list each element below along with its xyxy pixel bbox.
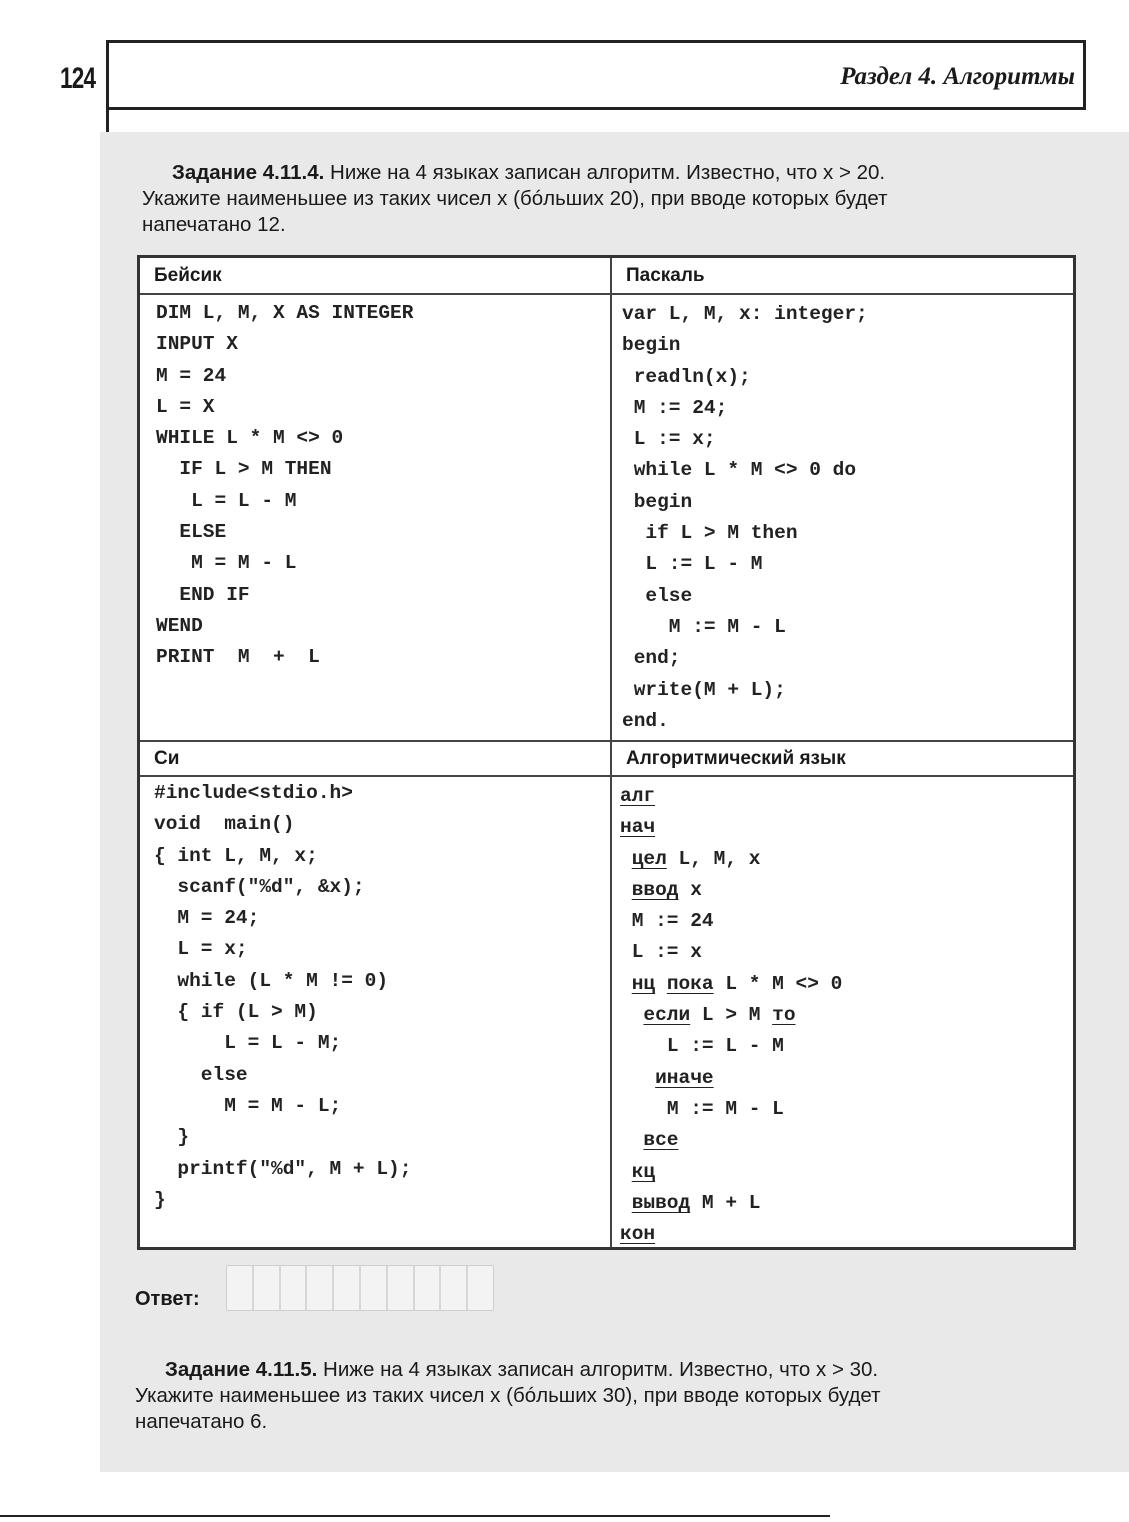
algo-code-line — [620, 1223, 655, 1245]
algo-keyword: цел — [631, 847, 667, 870]
answer-cell — [361, 1266, 388, 1310]
answer-cell — [388, 1266, 415, 1310]
header-divider — [106, 108, 109, 132]
task-label: Задание 4.11.5. — [165, 1358, 318, 1381]
answer-cell — [441, 1266, 468, 1310]
answer-cell — [415, 1266, 442, 1310]
task-text-line3: напечатано 12. — [142, 213, 286, 236]
algo-code — [620, 781, 842, 1250]
answer-cell — [307, 1266, 334, 1310]
page-number: 124 — [60, 62, 96, 95]
answer-label: Ответ: — [135, 1288, 200, 1310]
algo-code-line: ввод x — [631, 878, 702, 901]
basic-header: Бейсик — [140, 258, 610, 295]
algo-code-line: нц пока L * M <> 0 — [631, 972, 843, 995]
algo-header: Алгоритмический язык — [612, 742, 1073, 777]
code-table — [137, 255, 1076, 1250]
algo-keyword: алг — [620, 785, 656, 807]
algo-keyword: то — [772, 1004, 796, 1027]
algo-code-line: если L > M то — [643, 1004, 796, 1027]
algo-code-line: L := L - M — [666, 1035, 784, 1058]
algo-code-line: M := M - L — [666, 1097, 784, 1120]
algo-keyword: нц — [631, 972, 656, 995]
algo-keyword: ввод — [631, 878, 679, 901]
answer-cell — [281, 1266, 308, 1310]
algo-code-line — [620, 1161, 655, 1183]
algo-keyword: вывод — [631, 1191, 691, 1214]
algo-keyword: все — [643, 1129, 679, 1152]
answer-cell — [254, 1266, 281, 1310]
pascal-code: var L, M, x: integer; begin readln(x); M := 24; L := x; while L * M <> 0 do begin if L > M then L := L - M else M := M - L end; write(M + L); end. — [622, 303, 868, 732]
pascal-header: Паскаль — [612, 258, 1073, 295]
task-4-11-5 — [135, 1357, 1071, 1435]
answer-cell — [334, 1266, 361, 1310]
algo-keyword: кон — [620, 1223, 656, 1246]
task-text-line1: Ниже на 4 языках записан алгоритм. Известно, что x > 30. — [323, 1358, 879, 1381]
task-text-line2: Укажите наименьшее из таких чисел x (бóльших 30), при вводе которых будет — [135, 1384, 881, 1407]
algo-keyword: если — [643, 1004, 691, 1027]
answer-cell — [227, 1266, 254, 1310]
algo-keyword: пока — [666, 972, 714, 995]
algo-keyword: нач — [620, 816, 656, 839]
section-title: Раздел 4. Алгоритмы — [840, 63, 1075, 90]
c-code: #include<stdio.h> void main() { int L, M, x; scanf("%d", &x); M = 24; L = x; while (L * M != 0) { if (L > M) L = L - M; else M = M - L; } printf("%d", M + L); } — [154, 782, 412, 1211]
task-text-line3: напечатано 6. — [135, 1410, 268, 1433]
c-header: Си — [140, 742, 610, 777]
task-text-line1: Ниже на 4 языках записан алгоритм. Известно, что x > 20. — [330, 161, 886, 184]
algo-keyword: кц — [631, 1160, 656, 1183]
answer-input[interactable] — [226, 1265, 494, 1311]
page-bottom-rule — [0, 1515, 830, 1517]
algo-code-line: вывод M + L — [631, 1191, 761, 1214]
algo-code-line — [620, 816, 655, 838]
page-header — [106, 40, 1086, 110]
answer-cell — [468, 1266, 493, 1310]
algo-keyword: иначе — [655, 1066, 714, 1089]
task-4-11-4 — [142, 160, 1080, 238]
algo-code-line — [620, 1129, 679, 1151]
task-text-line2: Укажите наименьшее из таких чисел x (бóльших 20), при вводе которых будет — [142, 187, 888, 210]
algo-code-line — [620, 785, 655, 807]
algo-code-line: L := x — [631, 941, 702, 964]
algo-code-line — [620, 1067, 714, 1089]
basic-code: DIM L, M, X AS INTEGER INPUT X M = 24 L = X WHILE L * M <> 0 IF L > M THEN L = L - M ELSE M = M - L END IF WEND PRINT M + L — [156, 302, 414, 669]
task-label: Задание 4.11.4. — [172, 161, 325, 184]
algo-code-line: цел L, M, x — [631, 847, 761, 870]
algo-code-line: M := 24 — [631, 910, 714, 933]
